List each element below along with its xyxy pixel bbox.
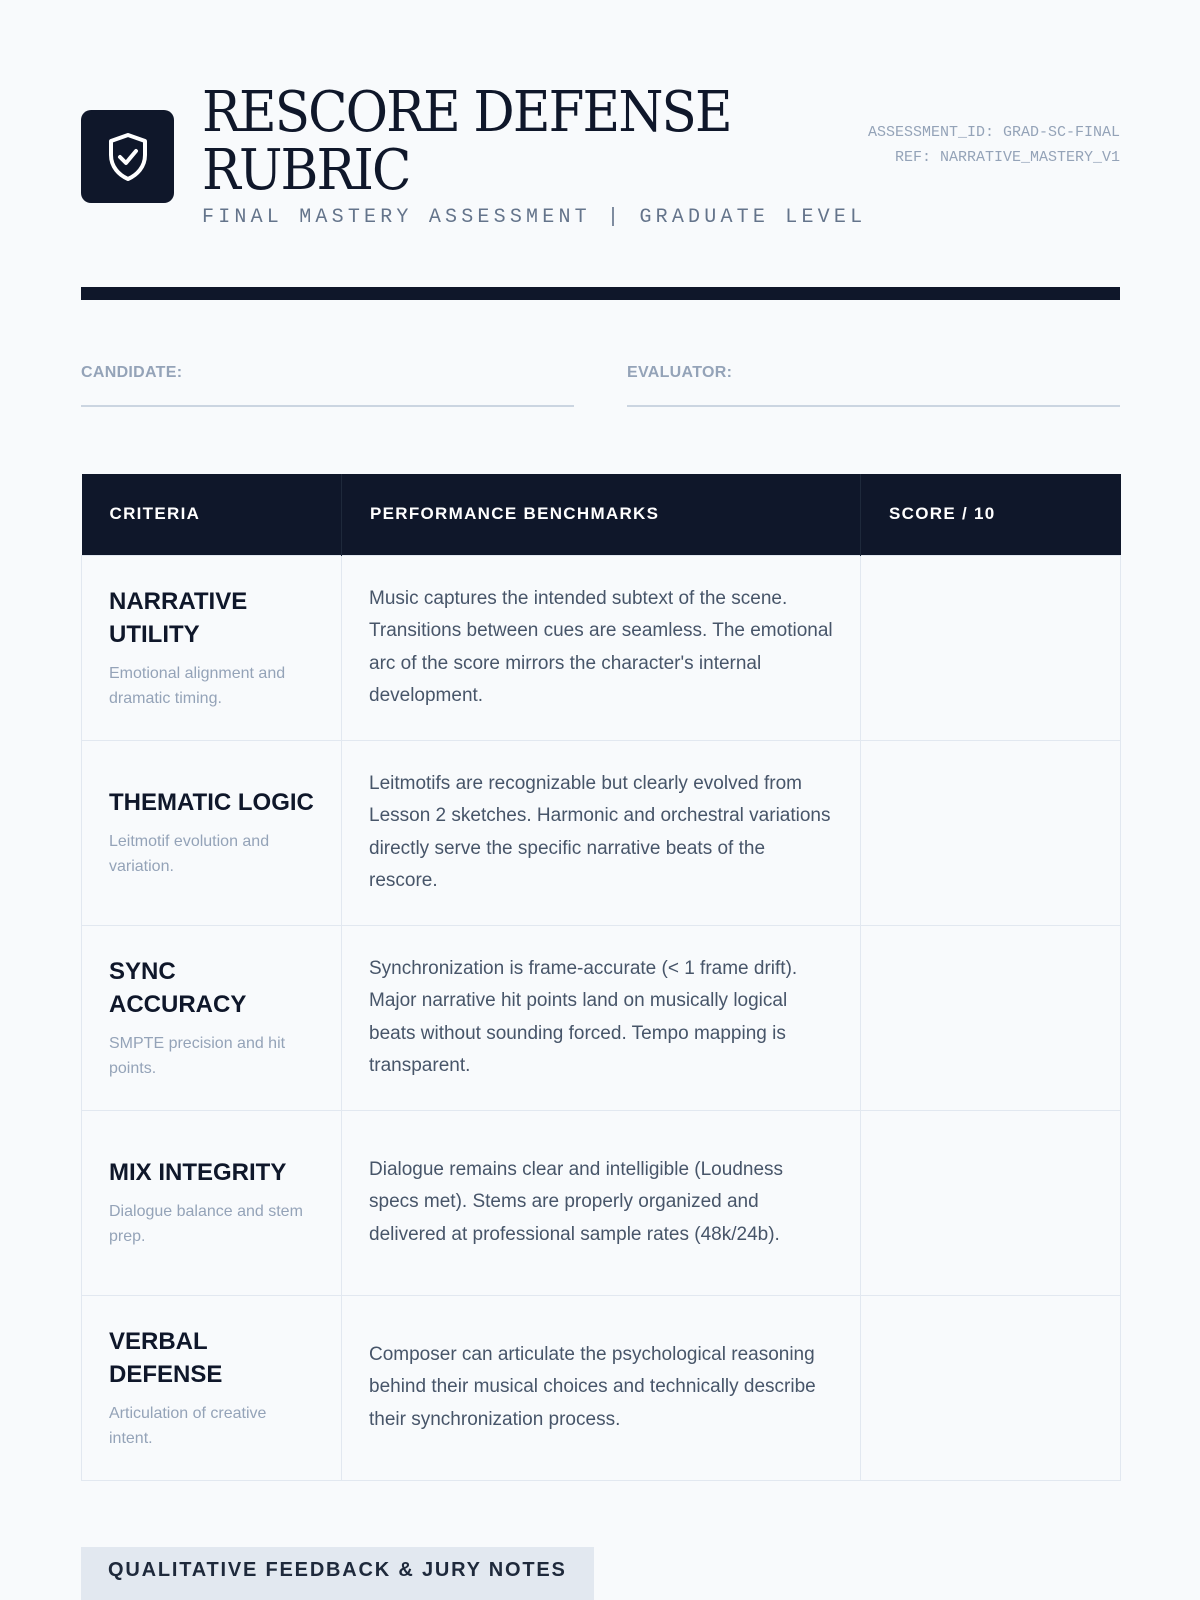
header-criteria: CRITERIA bbox=[82, 474, 342, 555]
criteria-subtitle: Emotional alignment and dramatic timing. bbox=[109, 664, 286, 707]
evaluator-label: EVALUATOR: bbox=[627, 364, 733, 381]
table-row bbox=[82, 555, 1121, 740]
feedback-section-label: QUALITATIVE FEEDBACK & JURY NOTES bbox=[81, 1547, 594, 1600]
logo-badge bbox=[81, 110, 174, 203]
criteria-title: NARRATIVE UTILITY bbox=[109, 587, 248, 648]
reference-id: REF: NARRATIVE_MASTERY_V1 bbox=[894, 149, 1120, 166]
benchmark-cell bbox=[342, 1110, 861, 1295]
criteria-cell bbox=[82, 555, 342, 740]
header-score: SCORE / 10 bbox=[861, 474, 1121, 555]
benchmark-text: Music captures the intended subtext of the scene. Transitions between cues are seamless. The emotional arc of the score mirrors the character's internal development. bbox=[369, 587, 833, 706]
evaluator-field[interactable] bbox=[627, 364, 1120, 407]
shield-check-icon bbox=[106, 132, 150, 182]
rubric-page bbox=[81, 0, 1120, 1600]
criteria-subtitle: Leitmotif evolution and variation. bbox=[109, 833, 270, 875]
criteria-title: MIX INTEGRITY bbox=[109, 1159, 287, 1186]
table-header-row bbox=[82, 474, 1121, 555]
score-cell[interactable] bbox=[861, 555, 1121, 740]
benchmark-cell bbox=[342, 555, 861, 740]
criteria-cell bbox=[82, 740, 342, 925]
score-cell[interactable] bbox=[861, 1295, 1121, 1480]
score-cell[interactable] bbox=[861, 740, 1121, 925]
table-row bbox=[82, 1110, 1121, 1295]
criteria-title: SYNC ACCURACY bbox=[109, 957, 247, 1018]
benchmark-cell bbox=[342, 740, 861, 925]
candidate-label: CANDIDATE: bbox=[81, 364, 183, 381]
criteria-subtitle: Dialogue balance and stem prep. bbox=[109, 1203, 303, 1245]
candidate-field[interactable] bbox=[81, 364, 574, 407]
score-cell[interactable] bbox=[861, 1110, 1121, 1295]
benchmark-text: Synchronization is frame-accurate (< 1 frame drift). Major narrative hit points land on musically logical beats without sounding forced. Tempo mapping is transparent. bbox=[369, 957, 798, 1076]
page-subtitle: FINAL MASTERY ASSESSMENT | GRADUATE LEVEL bbox=[202, 206, 867, 229]
criteria-cell bbox=[82, 925, 342, 1110]
table-row bbox=[82, 740, 1121, 925]
page-title: RESCORE DEFENSE RUBRIC bbox=[202, 80, 731, 203]
benchmark-text: Dialogue remains clear and intelligible (Loudness specs met). Stems are properly organized and delivered at professional sample rates (48k/24b). bbox=[369, 1158, 784, 1245]
criteria-title: THEMATIC LOGIC bbox=[109, 789, 314, 816]
criteria-cell bbox=[82, 1295, 342, 1480]
table-row bbox=[82, 1295, 1121, 1480]
benchmark-text: Leitmotifs are recognizable but clearly evolved from Lesson 2 sketches. Harmonic and orchestral variations directly serve the specific narrative beats of the rescore. bbox=[369, 772, 831, 891]
rubric-table bbox=[81, 474, 1121, 1481]
score-cell[interactable] bbox=[861, 925, 1121, 1110]
benchmark-cell bbox=[342, 925, 861, 1110]
assessment-id: ASSESSMENT_ID: GRAD-SC-FINAL bbox=[867, 124, 1120, 141]
criteria-title: VERBAL DEFENSE bbox=[109, 1327, 223, 1388]
criteria-subtitle: SMPTE precision and hit points. bbox=[109, 1034, 286, 1077]
benchmark-text: Composer can articulate the psychological reasoning behind their musical choices and technically describe their synchronization process. bbox=[369, 1343, 816, 1430]
benchmark-cell bbox=[342, 1295, 861, 1480]
header-divider bbox=[81, 287, 1120, 300]
assessment-meta bbox=[820, 120, 1120, 170]
header-benchmarks: PERFORMANCE BENCHMARKS bbox=[342, 474, 861, 555]
table-row bbox=[82, 925, 1121, 1110]
criteria-cell bbox=[82, 1110, 342, 1295]
criteria-subtitle: Articulation of creative intent. bbox=[109, 1404, 267, 1447]
